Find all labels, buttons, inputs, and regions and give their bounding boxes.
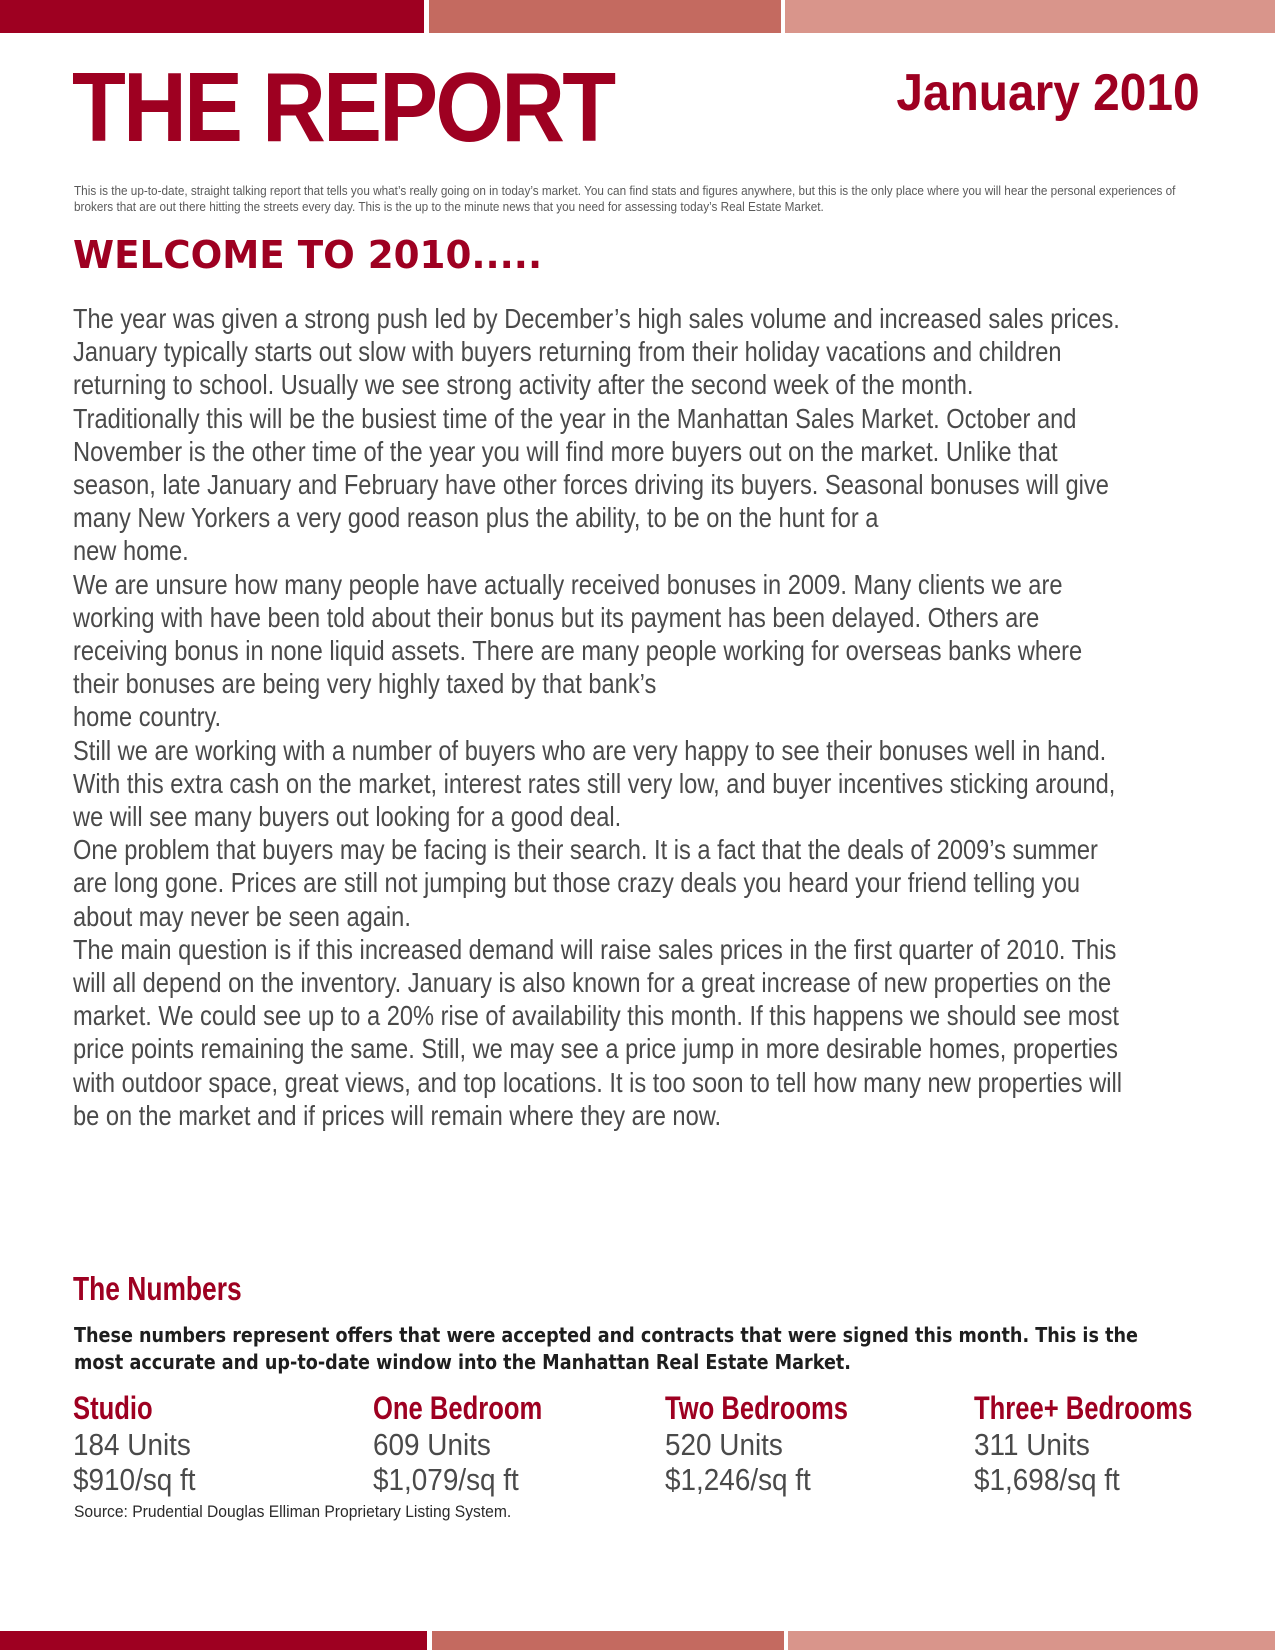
stat-units: 609 Units <box>373 1427 491 1462</box>
report-title: THE REPORT <box>72 52 614 162</box>
article-paragraph: We are unsure how many people have actually received bonuses in 2009. Many clients we are working with have been told about their bonus but its payment has been delayed. Others are receiving bonus in none liquid assets. There are many people working for overseas banks where their bonuses are being very highly taxed by that bank’s <box>73 568 1083 700</box>
article-paragraph: One problem that buyers may be facing is their search. It is a fact that the deals of 2009’s summer are long gone. Prices are still not jumping but those crazy deals you heard your friend telling you about may never be seen again. <box>73 834 1098 932</box>
stat-units: 311 Units <box>974 1427 1090 1462</box>
top-color-band <box>0 0 1275 33</box>
stat-units: 184 Units <box>73 1427 191 1462</box>
band-segment-light <box>788 1631 1275 1650</box>
report-date: January 2010 <box>896 64 1200 122</box>
stat-studio <box>73 1390 209 1497</box>
stat-label: Studio <box>73 1390 153 1426</box>
stat-label: One Bedroom <box>373 1390 543 1426</box>
stat-one-bedroom <box>373 1390 585 1497</box>
stat-price: $1,698/sq ft <box>974 1462 1120 1497</box>
band-segment-dark <box>0 0 424 33</box>
article-paragraph: The year was given a strong push led by December’s high sales volume and increased sales prices. January typically starts out slow with buyers returning from their holiday vacations and children returning to school. Usually we see strong activity after the second week of the month. <box>73 303 1120 401</box>
band-segment-mid <box>429 0 781 33</box>
stat-two-bedrooms <box>665 1390 894 1497</box>
source-note: Source: Prudential Douglas Elliman Proprietary Listing System. <box>74 1502 512 1521</box>
bottom-color-band <box>0 1631 1275 1650</box>
stat-price: $1,079/sq ft <box>373 1462 519 1497</box>
article-body <box>73 302 1131 1132</box>
band-segment-light <box>785 0 1275 33</box>
numbers-heading: The Numbers <box>73 1270 242 1307</box>
article-paragraph: new home. <box>73 535 189 567</box>
stat-label: Three+ Bedrooms <box>974 1390 1193 1426</box>
article-paragraph: Traditionally this will be the busiest time of the year in the Manhattan Sales Market. October and November is the other time of the year you will find more buyers out on the market. Unlike that season, late January and February have other forces driving its buyers. Seasonal bonuses will give many New Yorkers a very good reason plus the ability, to be on the hunt for a <box>73 402 1109 534</box>
article-paragraph: The main question is if this increased demand will raise sales prices in the first quarter of 2010. This will all depend on the inventory. January is also known for a great increase of new properties on the market. We could see up to a 20% rise of availability this month. If this happens we should see most price points remaining the same. Still, we may see a price jump in more desirable homes, properties with outdoor space, great views, and top locations. It is too soon to tell how many new properties will be on the market and if prices will remain where they are now. <box>73 933 1123 1131</box>
numbers-description: These numbers represent offers that were accepted and contracts that were signed this month. This is the most accurate and up-to-date window into the Manhattan Real Estate Market. <box>74 1323 1138 1374</box>
band-segment-dark <box>0 1631 427 1650</box>
article-paragraph: Still we are working with a number of buyers who are very happy to see their bonuses well in hand. With this extra cash on the market, interest rates still very low, and buyer incentives sticking around, we will see many buyers out looking for a good deal. <box>73 734 1116 833</box>
stat-units: 520 Units <box>665 1427 783 1462</box>
article-heading: WELCOME TO 2010..... <box>73 233 543 277</box>
stat-price: $910/sq ft <box>73 1462 196 1497</box>
stat-label: Two Bedrooms <box>665 1390 848 1426</box>
stat-price: $1,246/sq ft <box>665 1462 811 1497</box>
intro-text: This is the up-to-date, straight talking report that tells you what’s really going on in today’s market. You can find stats and figures anywhere, but this is the only place where you will hear the personal experiences of brokers that are out there hitting the streets every day. This is the up to the minute news that you need for assessing today’s Real Estate Market. <box>74 184 1176 214</box>
band-segment-mid <box>432 1631 784 1650</box>
stat-three-plus-bedrooms <box>974 1390 1247 1497</box>
article-paragraph: home country. <box>73 701 222 733</box>
